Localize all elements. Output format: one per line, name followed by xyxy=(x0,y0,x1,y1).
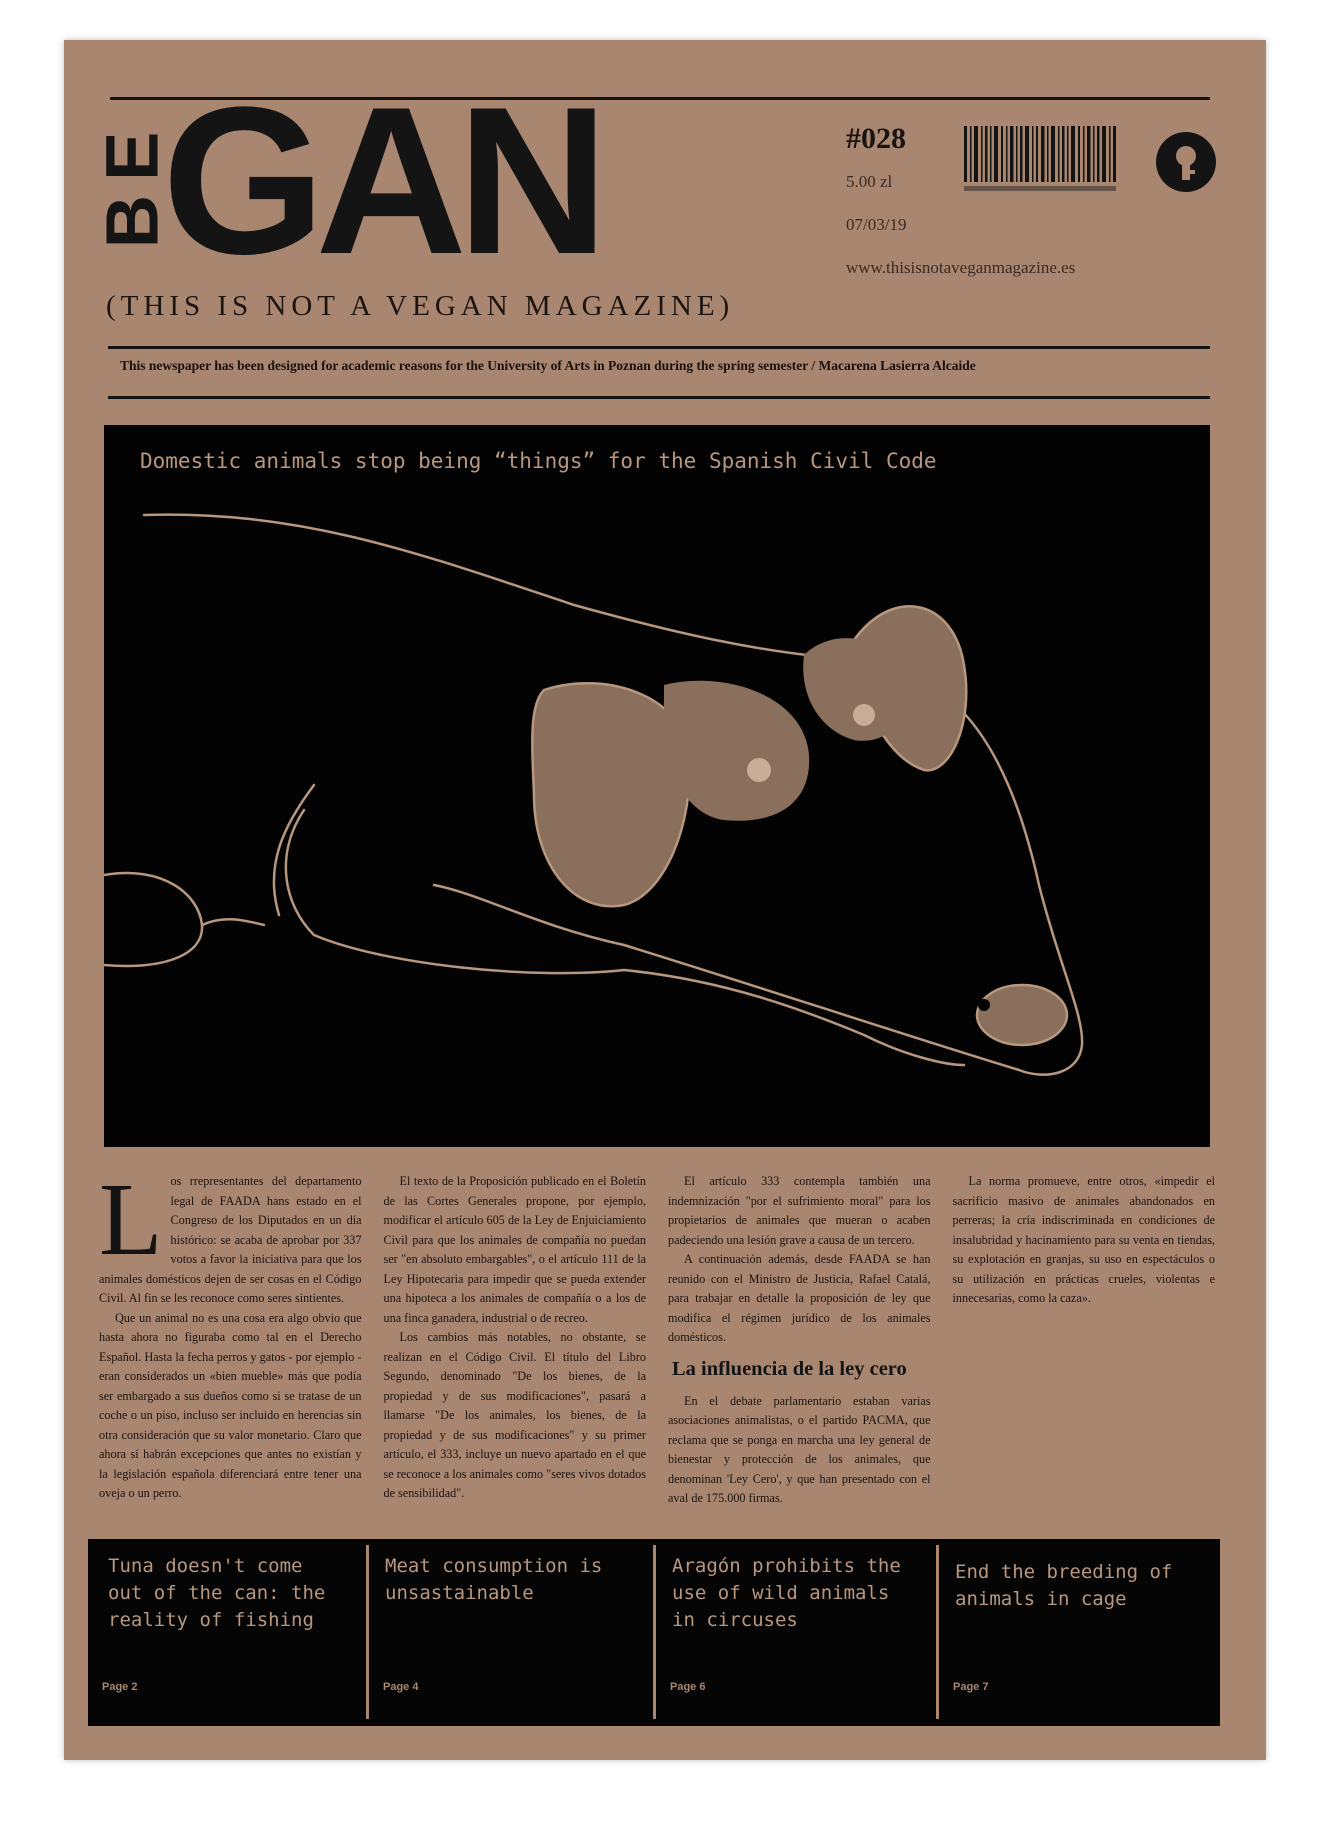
dog-back-outline xyxy=(144,515,864,660)
hero-panel xyxy=(104,425,1210,1147)
article-paragraph: El artículo 333 contempla también una indemnización "por el sufrimiento moral" para los propietarios de animales que mueran o acaben padeciendo una lesión grave a causa de un tercero. xyxy=(668,1174,931,1247)
disclaimer-text: This newspaper has been designed for academic reasons for the University of Arts in Poznan during the spring semester / Macarena Lasierra Alcaide xyxy=(120,358,976,373)
teaser-title: Meat consumption is unsastainable xyxy=(385,1555,603,1604)
key-logo-icon xyxy=(1154,130,1218,194)
tagline: (THIS IS NOT A VEGAN MAGAZINE) xyxy=(106,290,735,322)
teaser-title: Tuna doesn't come out of the can: the reality of fishing xyxy=(108,1555,326,1631)
teaser-item[interactable] xyxy=(656,1539,936,1726)
barcode-icon xyxy=(962,122,1122,200)
article-paragraph: Los rrepresentantes del departamento legal de FAADA hans estado en el Congreso de los Diputados en un día histórico: se acaba de aprobar por 337 votos a favor la iniciativa para que los animales domésticos dejen de ser cosas en el Código Civil. Al fin se les reconoce como seres sintientes. xyxy=(99,1162,362,1305)
article-paragraph: La norma promueve, entre otros, «impedir el sacrificio masivo de animales abandonados en perreras; la cría indiscriminada en condiciones de insalubridad y hacinamiento para su venta en tiendas, su explotación en granjas, su uso en espectáculos o su utilización en prácticas crueles, violentas e innecesarias, como la caza». xyxy=(952,1174,1215,1305)
teaser-item[interactable] xyxy=(88,1539,366,1726)
teaser-page: Page 7 xyxy=(953,1681,989,1693)
newspaper-page xyxy=(64,40,1266,1760)
dog-nose xyxy=(977,985,1067,1045)
hero-headline: Domestic animals stop being “things” for the Spanish Civil Code xyxy=(140,449,937,473)
issue-date: 07/03/19 xyxy=(846,215,907,234)
article-body xyxy=(99,1162,1215,1512)
article-paragraph: El texto de la Proposición publicado en el Boletín de las Cortes Generales propone, por ejemplo, modificar el artículo 605 de la Ley de Enjuiciamiento Civil para que los animales de compañía no puedan ser "en absoluto embargables", o el artículo 111 de la Ley Hipotecaria para impedir que se pueda extender una hipoteca a los animales de compañía o a los de una finca ganadera, industrial o de recreo. xyxy=(383,1174,646,1325)
disclaimer-rule-top xyxy=(108,346,1210,349)
dog-paw-outline xyxy=(104,873,202,966)
teaser-page: Page 6 xyxy=(670,1681,706,1693)
teaser-page: Page 4 xyxy=(383,1681,419,1693)
issue-price: 5.00 zl xyxy=(846,172,893,191)
article-paragraph: Que un animal no es una cosa era algo obvio que hasta ahora no figuraba como tal en el Derecho Español. Hasta la fecha perros y gatos - por ejemplo - eran considerados un «bien mueble» más que podía ser embargado a sus dueños como si se tratase de un coche o un piso, incluso ser incluido en herencias sin otra consideración que su valor monetario. Claro que ahora sí habrán excepciones que antes no existían y la legislación española diferenciará entre tener una oveja o un perro. xyxy=(99,1310,362,1500)
teaser-page: Page 2 xyxy=(102,1681,138,1693)
dog-nostril xyxy=(978,999,990,1011)
dog-leg-outline xyxy=(274,785,314,915)
teaser-strip xyxy=(88,1539,1220,1726)
drop-cap: L xyxy=(99,1162,163,1277)
article-paragraph: Los cambios más notables, no obstante, se realizan en el Código Civil. El título del Libro Segundo, denominado "De los bienes, de la propiedad y de sus modificaciones", pasará a llamarse "De los animales, los bienes, de la propiedad y de sus modificaciones" y su primer artículo, el 333, incluye un nuevo apartado en el que se reconoce a los animales como "seres vivos dotados de sensibilidad". xyxy=(383,1330,646,1500)
article-paragraph: A continuación además, desde FAADA se han reunido con el Ministro de Justicia, Rafael Catalá, para trabajar en detalle la proposición de ley que modifica el régimen jurídico de los animales domésticos. xyxy=(668,1252,931,1344)
teaser-title: Aragón prohibits the use of wild animals in circuses xyxy=(672,1555,901,1631)
teaser-title: End the breeding of animals in cage xyxy=(955,1561,1173,1610)
disclaimer-rule-bottom xyxy=(108,396,1210,399)
dog-eye-right xyxy=(853,704,875,726)
article-paragraph: En el debate parlamentario estaban varias asociaciones animalistas, o el partido PACMA, que reclama que se ponga en marcha una ley general de bienestar y protección de los animales, que denominan 'Ley Cero', y que han presentado con el aval de 175.000 firmas. xyxy=(668,1393,931,1505)
logo-main: GAN xyxy=(162,63,599,298)
logo-prefix: BE xyxy=(90,117,173,249)
website-url: www.thisisnotaveganmagazine.es xyxy=(846,258,1076,277)
dog-eye-left xyxy=(747,758,771,782)
issue-number: #028 xyxy=(846,122,906,155)
dog-illustration xyxy=(104,425,1210,1147)
dog-rear-outline xyxy=(202,919,264,925)
article-subhead: La influencia de la ley cero xyxy=(672,1357,907,1380)
teaser-item[interactable] xyxy=(939,1539,1220,1726)
teaser-item[interactable] xyxy=(369,1539,653,1726)
